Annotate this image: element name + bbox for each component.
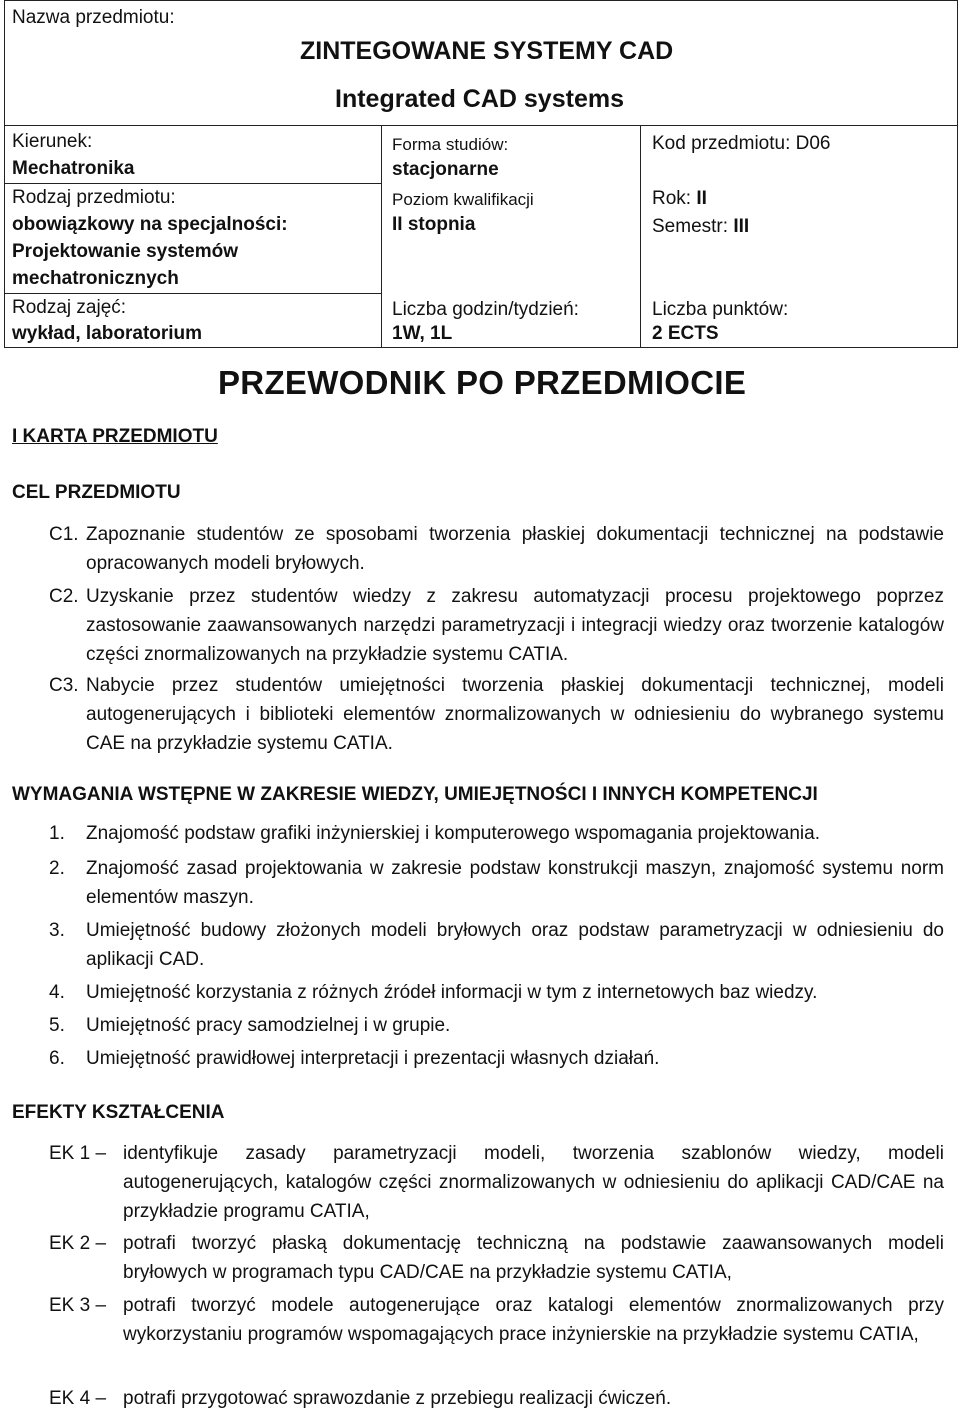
semestr <box>652 216 749 238</box>
effect-text-4: potrafi przygotować sprawozdanie z przebiegu realizacji ćwiczeń. <box>123 1388 672 1409</box>
course-title-pl: ZINTEGOWANE SYSTEMY CAD <box>300 37 674 65</box>
rok-value: II <box>696 188 707 209</box>
kierunek-value: Mechatronika <box>12 158 135 179</box>
req-num-6: 6. <box>49 1048 65 1069</box>
punkty-label: Liczba punktów: <box>652 299 789 320</box>
goal-num-3: C3. <box>49 675 79 696</box>
zajec-label: Rodzaj zajęć: <box>12 297 127 318</box>
effect-num-2: EK 2 – <box>49 1233 107 1254</box>
effect-text-2: potrafi tworzyć płaską dokumentację techniczną na podstawie zaawansowanych modeli bryłowych w programach typu CAD/CAE na przykładzie systemu CATIA, <box>123 1233 944 1283</box>
goal-num-2: C2. <box>49 586 79 607</box>
course-title-en: Integrated CAD systems <box>335 85 624 113</box>
poziom-label: Poziom kwalifikacji <box>392 190 534 209</box>
requirements-heading: WYMAGANIA WSTĘPNE W ZAKRESIE WIEDZY, UMIEJĘTNOŚCI I INNYCH KOMPETENCJI <box>12 784 818 805</box>
semestr-label: Semestr: <box>652 216 729 237</box>
punkty-value: 2 ECTS <box>652 323 719 344</box>
poziom-value: II stopnia <box>392 214 476 235</box>
rok <box>652 188 707 210</box>
effects-heading: EFEKTY KSZTAŁCENIA <box>12 1102 225 1123</box>
effect-text-3: potrafi tworzyć modele autogenerujące oraz katalogi elementów znormalizowanych przy wykorzystaniu programów wspomagających prace inżynierskie na przykładzie systemu CATIA, <box>123 1295 944 1345</box>
col-divider-1 <box>381 125 382 347</box>
req-num-5: 5. <box>49 1015 65 1036</box>
rodzaj-value-3: mechatronicznych <box>12 268 179 289</box>
req-text-6: Umiejętność prawidłowej interpretacji i prezentacji własnych działań. <box>86 1048 660 1069</box>
semestr-value: III <box>733 216 750 237</box>
effect-text-1: identyfikuje zasady parametryzacji modeli, tworzenia szablonów wiedzy, modeli autogenerujących, katalogów części znormalizowanych w odniesieniu do aplikacji CAD/CAE na przykładzie programu CATIA, <box>123 1143 944 1222</box>
req-num-2: 2. <box>49 858 65 879</box>
rok-label: Rok: <box>652 188 692 209</box>
kierunek-label: Kierunek: <box>12 131 93 152</box>
req-text-5: Umiejętność pracy samodzielnej i w grupie. <box>86 1015 451 1036</box>
kod-przedmiotu <box>652 133 831 155</box>
req-num-1: 1. <box>49 823 65 844</box>
rodzaj-label: Rodzaj przedmiotu: <box>12 187 176 208</box>
req-text-2: Znajomość zasad projektowania w zakresie podstaw konstrukcji maszyn, znajomość systemu norm elementów maszyn. <box>86 858 944 908</box>
cel-heading: CEL PRZEDMIOTU <box>12 482 181 503</box>
effect-num-3: EK 3 – <box>49 1295 107 1316</box>
godzin-value: 1W, 1L <box>392 323 453 344</box>
godzin-label: Liczba godzin/tydzień: <box>392 299 579 320</box>
effect-num-4: EK 4 – <box>49 1388 107 1409</box>
req-num-4: 4. <box>49 982 65 1003</box>
goal-text-2: Uzyskanie przez studentów wiedzy z zakresu automatyzacji procesu projektowego poprzez zastosowanie zaawansowanych narzędzi parametryzacji i integracji wiedzy oraz tworzenie katalogów części znormalizowanych na przykładzie systemu CATIA. <box>86 586 944 665</box>
req-text-1: Znajomość podstaw grafiki inżynierskiej i komputerowego wspomagania projektowania. <box>86 823 820 844</box>
effect-num-1: EK 1 – <box>49 1143 107 1164</box>
goal-text-3: Nabycie przez studentów umiejętności tworzenia płaskiej dokumentacji technicznej, modeli autogenerujących i biblioteki elementów znormalizowanych w odniesieniu do wybranego systemu CAE na przykładzie systemu CATIA. <box>86 675 944 754</box>
col-divider-2 <box>640 125 641 347</box>
zajec-value: wykład, laboratorium <box>12 323 203 344</box>
goal-num-1: C1. <box>49 524 79 545</box>
kod-value: D06 <box>795 133 831 154</box>
req-num-3: 3. <box>49 920 65 941</box>
req-text-3: Umiejętność budowy złożonych modeli bryłowych oraz podstaw parametryzacji w odniesieniu do aplikacji CAD. <box>86 920 944 970</box>
forma-value: stacjonarne <box>392 159 499 180</box>
forma-label: Forma studiów: <box>392 135 509 154</box>
goal-text-1: Zapoznanie studentów ze sposobami tworzenia płaskiej dokumentacji technicznej na podstawie opracowanych modeli bryłowych. <box>86 524 944 574</box>
nazwa-label: Nazwa przedmiotu: <box>12 7 175 28</box>
rodzaj-value-2: Projektowanie systemów <box>12 241 238 262</box>
karta-heading: I KARTA PRZEDMIOTU <box>12 426 218 447</box>
req-text-4: Umiejętność korzystania z różnych źródeł informacji w tym z internetowych baz wiedzy. <box>86 982 818 1003</box>
rodzaj-value-1: obowiązkowy na specjalności: <box>12 214 288 235</box>
guide-title: PRZEWODNIK PO PRZEDMIOCIE <box>218 364 747 401</box>
kod-label: Kod przedmiotu: <box>652 133 791 154</box>
header-divider <box>4 125 958 126</box>
